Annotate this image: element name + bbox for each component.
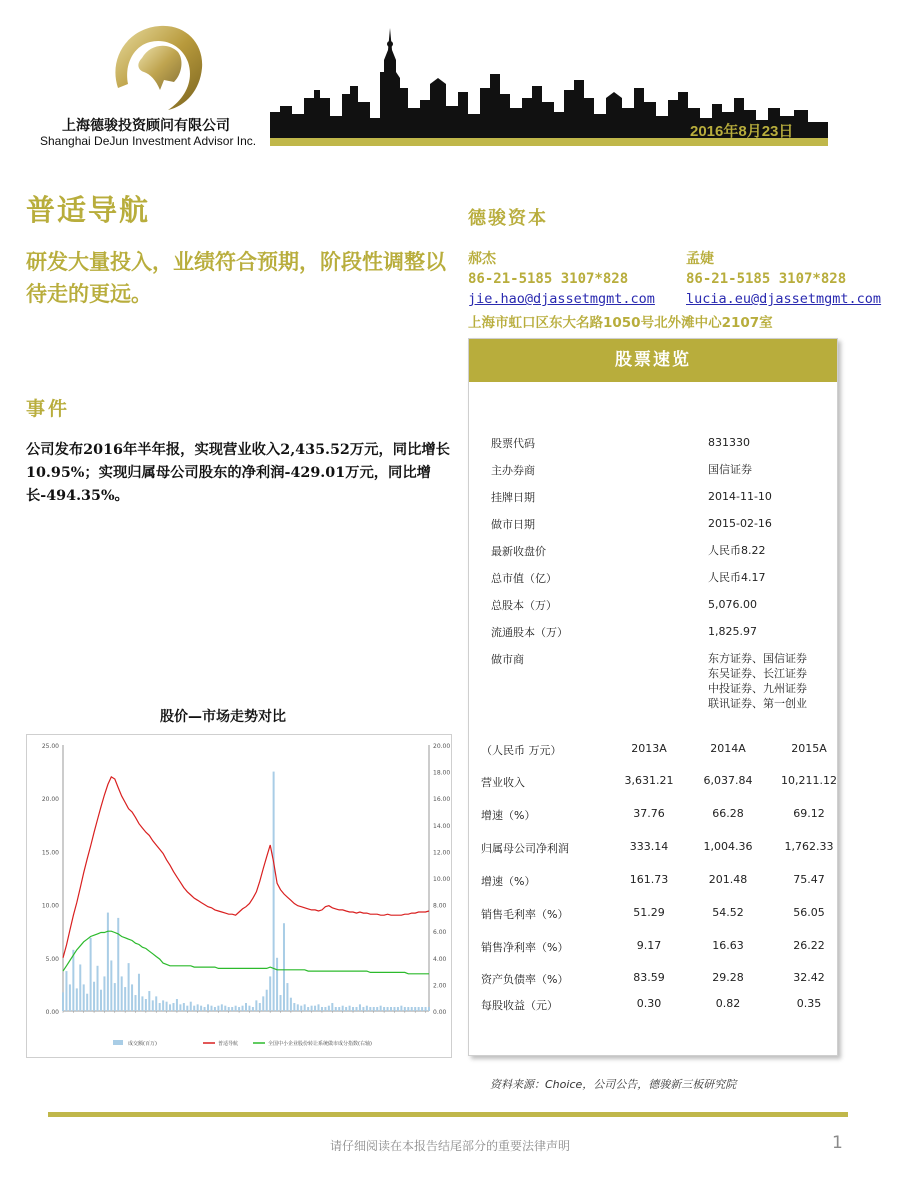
chart-tick-label-left: 15.00 (41, 849, 59, 857)
analyst-name: 孟婕 (686, 251, 714, 267)
analyst-phone: 86-21-5185 3107*828 (468, 271, 629, 287)
chart-bar (324, 1007, 326, 1011)
chart-bar (318, 1004, 320, 1011)
chart-bar (262, 996, 264, 1011)
chart-bar (390, 1007, 392, 1011)
chart-tick-label-right: 4.00 (433, 955, 447, 963)
chart-bar (217, 1006, 219, 1011)
chart-bar (138, 974, 140, 1011)
chart-bar (300, 1006, 302, 1011)
fin-cell: 0.35 (796, 997, 822, 1010)
chart-bar (283, 923, 285, 1011)
chart-bar (273, 772, 275, 1011)
fin-cell: 75.47 (793, 873, 825, 886)
stock-info-label: 主办券商 (491, 464, 535, 477)
stock-info-label: 做市日期 (491, 518, 535, 531)
fin-cell: 54.52 (712, 906, 744, 919)
chart-bar (255, 1000, 257, 1011)
chart-bar (200, 1006, 202, 1011)
data-source-note: 资料来源：Choice，公司公告，德骏新三板研究院 (490, 1078, 737, 1091)
chart-bar (210, 1006, 212, 1011)
chart-bar (238, 1007, 240, 1011)
stock-info-value: 人民币8.22 (708, 544, 766, 557)
chart-bar (159, 1003, 161, 1011)
chart-legend-label: 成交额(百万) (128, 1041, 157, 1047)
chart-bar (248, 1006, 250, 1011)
fin-cell: 56.05 (793, 906, 825, 919)
chart-tick-label-right: 12.00 (433, 849, 451, 857)
stock-info-label: 流通股本（万） (491, 626, 568, 639)
price-chart (26, 734, 452, 1058)
chart-bar (166, 1002, 168, 1011)
stock-info-label: 总市值（亿） (491, 572, 557, 585)
chart-bar (97, 966, 99, 1011)
chart-bar (307, 1007, 309, 1011)
chart-tick-label-left: 25.00 (41, 743, 59, 750)
chart-bar (235, 1006, 237, 1011)
fin-cell: 83.59 (633, 971, 665, 984)
analyst-phone: 86-21-5185 3107*828 (686, 271, 847, 287)
chart-bar (418, 1007, 420, 1011)
chart-bar (266, 990, 268, 1011)
chart-bar (197, 1004, 199, 1011)
chart-tick-label-left: 5.00 (45, 955, 59, 963)
fin-cell: 29.28 (712, 971, 744, 984)
stock-info-label: 挂牌日期 (491, 491, 535, 504)
stock-info-value: 1,825.97 (708, 625, 757, 638)
report-title: 普适导航 (26, 193, 151, 227)
chart-bar (204, 1007, 206, 1011)
chart-bar (362, 1007, 364, 1011)
footer-divider (48, 1112, 848, 1117)
fin-row-label: 销售毛利率（%） (481, 908, 569, 921)
fin-cell: 9.17 (636, 939, 662, 952)
fin-cell: 37.76 (633, 807, 665, 820)
chart-tick-label-right: 8.00 (433, 902, 447, 910)
chart-bar (145, 999, 147, 1011)
chart-bar (269, 976, 271, 1011)
chart-bar (387, 1007, 389, 1011)
fin-cell: 51.29 (633, 906, 665, 919)
chart-tick-label-right: 10.00 (433, 876, 451, 883)
chart-bar (421, 1007, 423, 1011)
chart-tick-label-right: 18.00 (433, 769, 451, 777)
chart-bar (252, 1007, 254, 1011)
chart-bar (121, 976, 123, 1011)
chart-bar (72, 950, 74, 1011)
chart-bar (425, 1007, 427, 1011)
chart-bar (400, 1006, 402, 1011)
chart-bar (110, 960, 112, 1011)
chart-bar (162, 1000, 164, 1011)
chart-bar (242, 1006, 244, 1011)
fin-cell: 1,004.36 (703, 840, 753, 853)
fin-cell: 0.82 (715, 997, 741, 1010)
fin-cell: 2014A (710, 742, 746, 755)
chart-bar (117, 918, 119, 1011)
fin-cell: 16.63 (712, 939, 744, 952)
chart-bar (414, 1007, 416, 1011)
chart-bar (304, 1004, 306, 1011)
chart-legend-label: 全国中小企业股份转让系统做市成分指数(右轴) (268, 1041, 372, 1047)
chart-bar (228, 1007, 230, 1011)
chart-tick-label-left: 10.00 (41, 902, 59, 910)
stock-info-label: 股票代码 (491, 437, 535, 450)
chart-bar (380, 1006, 382, 1011)
stock-overview-panel (468, 338, 838, 1056)
chart-bar (141, 996, 143, 1011)
stock-panel-title: 股票速览 (469, 339, 837, 382)
fin-row-label: 每股收益（元） (481, 999, 558, 1012)
chart-bar (376, 1007, 378, 1011)
chart-bar (155, 996, 157, 1011)
chart-bar (90, 938, 92, 1011)
chart-bar (428, 1007, 430, 1011)
chart-bar (297, 1004, 299, 1011)
fin-cell: 333.14 (629, 840, 669, 853)
firm-name: 德骏资本 (468, 208, 548, 229)
chart-bar (62, 992, 64, 1011)
fin-cell: 3,631.21 (624, 774, 674, 787)
chart-bar (131, 984, 133, 1011)
chart-bar (65, 971, 67, 1011)
fin-cell: 32.42 (793, 971, 825, 984)
chart-bar (135, 995, 137, 1011)
chart-bar (224, 1006, 226, 1011)
analyst-email-link[interactable]: jie.hao@djassetmgmt.com (468, 291, 655, 307)
stock-info-value: 2015-02-16 (708, 517, 772, 530)
chart-bar (342, 1006, 344, 1011)
chart-bar (245, 1003, 247, 1011)
fin-cell: 1,762.33 (784, 840, 834, 853)
chart-tick-label-left: 0.00 (45, 1009, 59, 1016)
chart-bar (276, 958, 278, 1011)
event-text: 公司发布2016年半年报，实现营业收入2,435.52万元，同比增长10.95%；实现归属母公司股东的净利润-429.01万元，同比增长-494.35%。 (26, 442, 450, 504)
fin-cell: 0.30 (636, 997, 662, 1010)
chart-bar (128, 963, 130, 1011)
chart-bar (193, 1006, 195, 1011)
analyst-email-link[interactable]: lucia.eu@djassetmgmt.com (686, 291, 882, 307)
chart-bar (366, 1006, 368, 1011)
stock-info-value: 人民币4.17 (708, 571, 766, 584)
fin-row-label: 增速（%） (481, 809, 536, 822)
chart-tick-label-right: 16.00 (433, 796, 451, 804)
report-headline: 研发大量投入，业绩符合预期，阶段性调整以待走的更远。 (26, 249, 446, 306)
legal-disclaimer: 请仔细阅读在本报告结尾部分的重要法律声明 (329, 1139, 570, 1153)
event-heading: 事件 (26, 398, 71, 420)
chart-tick-label-right: 6.00 (433, 929, 447, 937)
chart-bar (280, 995, 282, 1011)
chart-bar (114, 983, 116, 1011)
analyst-card (468, 249, 690, 309)
stock-info-label: 最新收盘价 (491, 545, 546, 558)
chart-tick-label-right: 20.00 (433, 743, 451, 750)
fin-cell: 2013A (631, 742, 667, 755)
chart-bar (373, 1007, 375, 1011)
chart-bar (349, 1006, 351, 1011)
chart-bar (383, 1007, 385, 1011)
chart-bar (124, 987, 126, 1011)
chart-bar (76, 988, 78, 1011)
chart-tick-label-right: 0.00 (433, 1009, 447, 1016)
chart-bar (314, 1006, 316, 1011)
fin-cell: 69.12 (793, 807, 825, 820)
report-date: 2016年8月23日 (690, 123, 794, 140)
fin-cell: 66.28 (712, 807, 744, 820)
fin-row-label: 资产负债率（%） (481, 973, 569, 986)
chart-bar (259, 1003, 261, 1011)
chart-tick-label-left: 20.00 (41, 796, 59, 804)
chart-bar (69, 984, 71, 1011)
chart-bar (411, 1007, 413, 1011)
chart-tick-label-right: 14.00 (433, 822, 451, 830)
stock-info-label: 总股本（万） (491, 599, 557, 612)
chart-bar (176, 999, 178, 1011)
chart-bar (321, 1007, 323, 1011)
fin-cell: 26.22 (793, 939, 825, 952)
chart-bar (221, 1004, 223, 1011)
chart-legend-swatch (113, 1040, 123, 1045)
page-number: 1 (832, 1133, 843, 1153)
chart-bar (345, 1007, 347, 1011)
chart-bar (311, 1006, 313, 1011)
chart-bar (86, 994, 88, 1011)
chart-bar (328, 1006, 330, 1011)
chart-legend-label: 普适导航 (218, 1041, 239, 1047)
chart-bar (103, 976, 105, 1011)
chart-bar (207, 1004, 209, 1011)
chart-bar (355, 1007, 357, 1011)
stock-info-value: 831330 (708, 436, 750, 449)
fin-row-label: 销售净利率（%） (481, 941, 569, 954)
chart-bar (107, 913, 109, 1011)
chart-bar (338, 1007, 340, 1011)
chart-bar (369, 1007, 371, 1011)
chart-bar (100, 990, 102, 1011)
chart-bar (290, 998, 292, 1011)
company-name-cn: 上海德骏投资顾问有限公司 (62, 118, 230, 134)
horse-head-logo-icon (98, 18, 210, 114)
analyst-card (686, 249, 900, 309)
price-chart-svg (27, 735, 451, 1057)
chart-bar (397, 1007, 399, 1011)
fin-cell: 6,037.84 (703, 774, 753, 787)
chart-bar (172, 1003, 174, 1011)
fin-cell: 2015A (791, 742, 827, 755)
analyst-name: 郝杰 (468, 251, 496, 267)
company-name-en: Shanghai DeJun Investment Advisor Inc. (40, 134, 257, 148)
stock-info-label: 做市商 (491, 653, 524, 666)
chart-bar (404, 1007, 406, 1011)
firm-address: 上海市虹口区东大名路1050号北外滩中心2107室 (468, 315, 773, 331)
fin-cell: 201.48 (708, 873, 748, 886)
chart-bar (190, 1002, 192, 1011)
chart-bar (79, 964, 81, 1011)
chart-bar (186, 1006, 188, 1011)
stock-info-value: 2014-11-10 (708, 490, 772, 503)
fin-row-label: 归属母公司净利润 (481, 842, 569, 855)
chart-bar (183, 1003, 185, 1011)
stock-info-value: 5,076.00 (708, 598, 757, 611)
chart-tick-label-right: 2.00 (433, 982, 447, 990)
chart-bar (331, 1003, 333, 1011)
chart-bar (179, 1004, 181, 1011)
chart-bar (83, 984, 85, 1011)
chart-bar (169, 1004, 171, 1011)
fin-cell: 10,211.12 (781, 774, 837, 787)
chart-bar (393, 1007, 395, 1011)
chart-bar (214, 1007, 216, 1011)
chart-bar (93, 982, 95, 1011)
chart-bar (148, 991, 150, 1011)
stock-info-value: 国信证券 (708, 463, 752, 476)
fin-row-label: 增速（%） (481, 875, 536, 888)
chart-bar (359, 1004, 361, 1011)
chart-bar (335, 1007, 337, 1011)
chart-bar (352, 1007, 354, 1011)
chart-bar (293, 1003, 295, 1011)
stock-info-value: 东方证券、国信证券 东吴证券、长江证券 中投证券、九州证券 联讯证券、第一创业 (708, 652, 807, 710)
fin-row-label: （人民币 万元） (481, 744, 562, 757)
chart-bar (152, 1000, 154, 1011)
fin-row-label: 营业收入 (481, 776, 525, 789)
chart-bar (286, 983, 288, 1011)
fin-cell: 161.73 (629, 873, 669, 886)
chart-title: 股价—市场走势对比 (160, 709, 286, 725)
chart-bar (407, 1007, 409, 1011)
chart-bar (231, 1007, 233, 1011)
